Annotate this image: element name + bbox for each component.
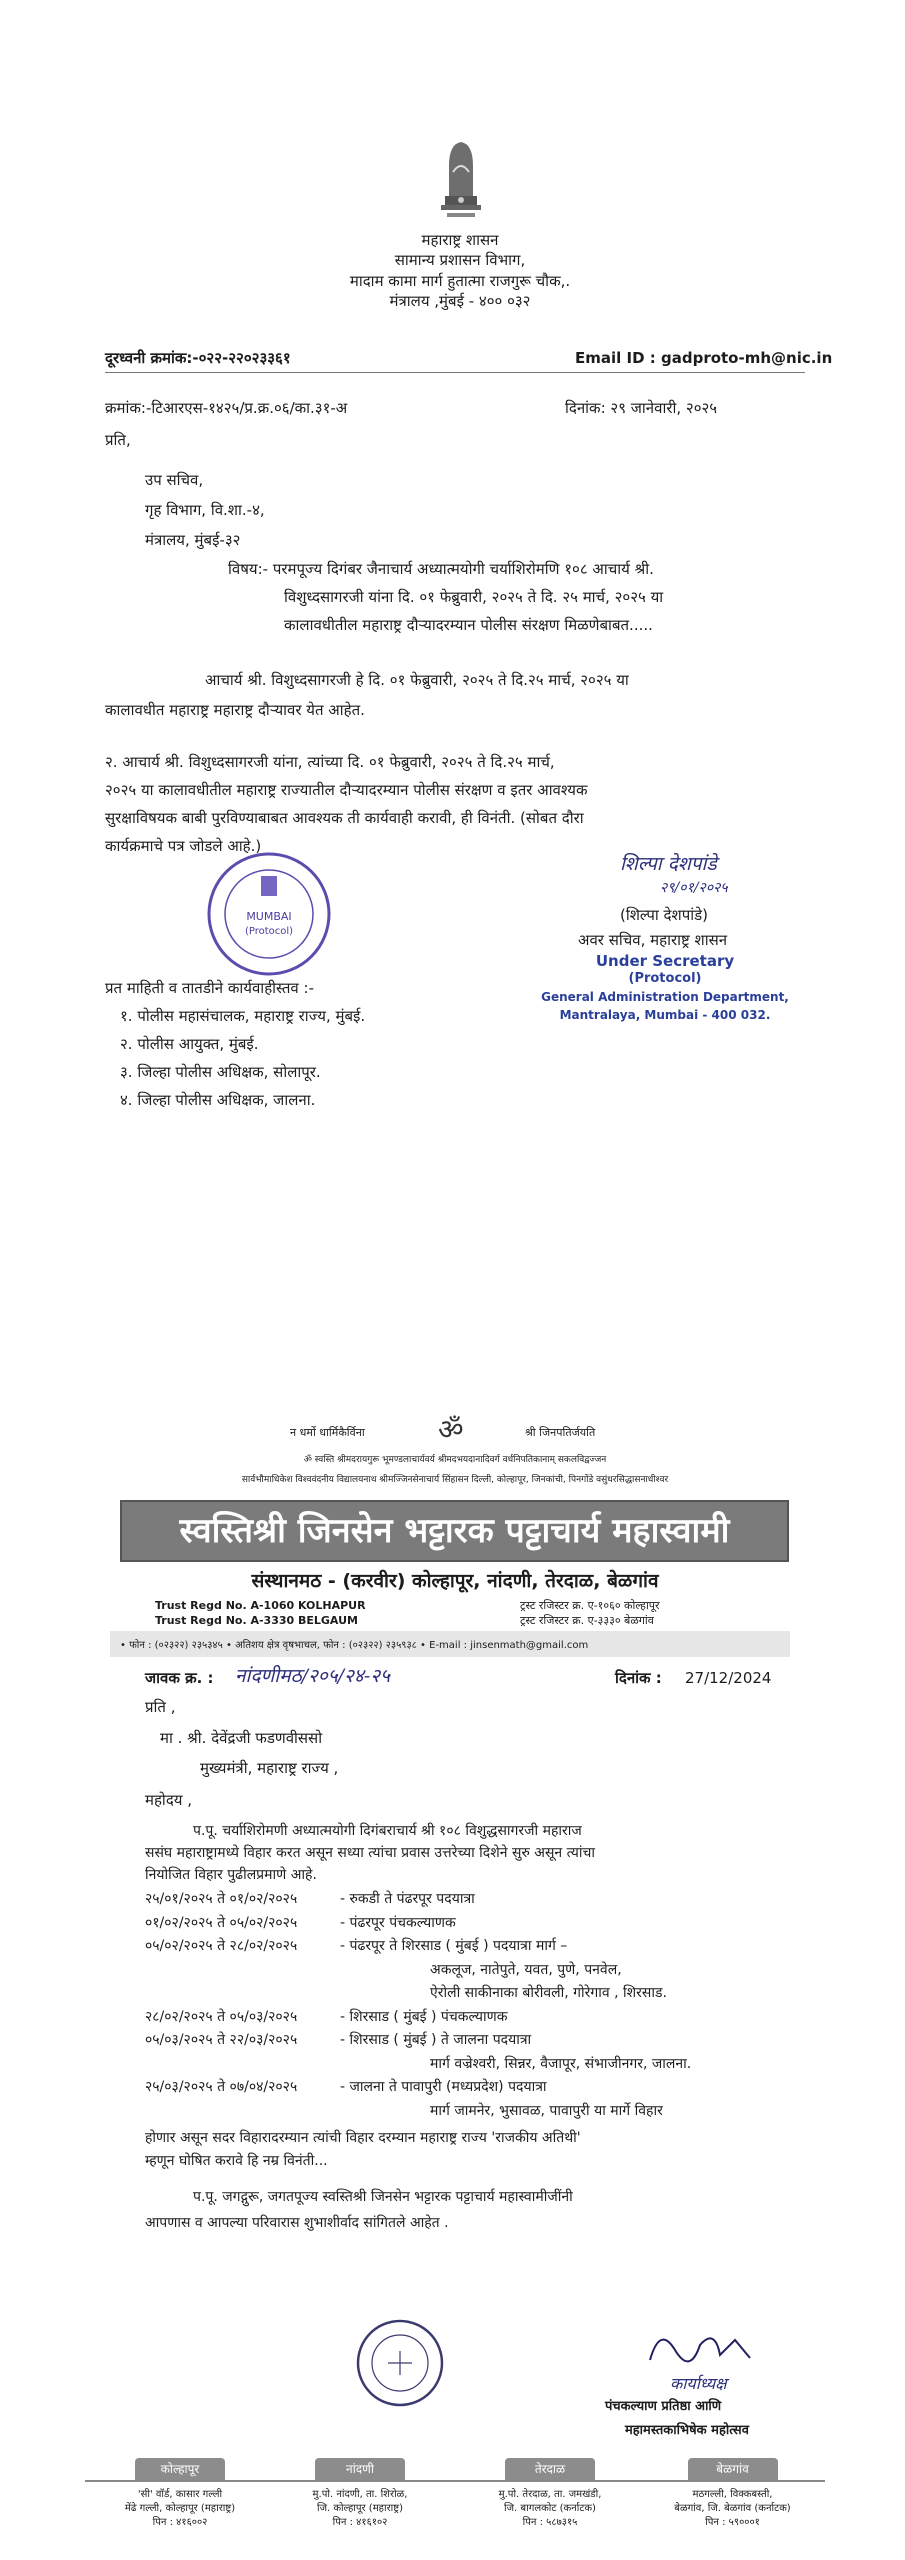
copy-list	[120, 1002, 365, 1114]
itinerary	[145, 1888, 691, 2123]
subject-line: कालावधीतील महाराष्ट्र दौऱ्यादरम्यान पोलीस संरक्षण मिळणेबाबत.....	[284, 616, 653, 634]
sansthan-line: संस्थानमठ - (करवीर) कोल्हापूर, नांदणी, तेरदाळ, बेळगांव	[251, 1570, 659, 1592]
recipient-title: मुख्यमंत्री, महाराष्ट्र राज्य ,	[200, 1759, 339, 1777]
recipient-line: मंत्रालय, मुंबई-३२	[145, 531, 241, 549]
officer-stamp	[520, 952, 810, 1024]
trust-line: Trust Regd No. A-3330 BELGAUM	[155, 1614, 358, 1627]
paragraph-line: कालावधीत महाराष्ट्र महाराष्ट्र दौऱ्यावर येत आहेत.	[105, 701, 365, 719]
copy-heading: प्रत माहिती व तातडीने कार्यवाहीस्तव :-	[105, 979, 314, 997]
branch-address-line: मु.पो. नांदणी, ता. शिरोळ,	[312, 2489, 408, 2500]
dinank-label: दिनांक :	[615, 1669, 662, 1687]
handwritten-signature	[640, 2320, 760, 2380]
itinerary-desc: अकलूज, नातेपुते, यवत, पुणे, पनवेल,	[430, 1961, 622, 1978]
itinerary-row	[145, 1982, 691, 2006]
ashoka-emblem-icon	[431, 136, 491, 222]
footer-branch-nandani	[270, 2458, 450, 2530]
subheading-2: सार्वभौमाधिकेश विश्ववंदनीय विद्यालयनाथ श्रीमज्जिनसेनाचार्य सिंहासन दिल्ली, कोल्हापूर, जिनकांची, पिनगोंडे वसुंधरसिद्धासनाधीश्वर	[241, 1475, 669, 1485]
blessing-block	[145, 2184, 573, 2236]
branch-address-line: जि. बागलकोट (कर्नाटक)	[504, 2503, 596, 2514]
itinerary-row	[145, 1912, 691, 1936]
itinerary-desc: - पंढरपूर पंचकल्याणक	[340, 1914, 456, 1931]
footer-branch-kolhapur	[90, 2458, 270, 2530]
paragraph-line: २. आचार्य श्री. विशुध्दसागरजी यांना, त्यांच्या दि. ०१ फेब्रुवारी, २०२५ ते दि.२५ मार्च,	[105, 753, 555, 771]
copy-list-item: ४. जिल्हा पोलीस अधिक्षक, जालना.	[120, 1091, 316, 1109]
itinerary-desc: - जालना ते पावापुरी (मध्यप्रदेश) पदयात्रा	[340, 2079, 547, 2095]
paragraph-2	[105, 748, 587, 860]
prati-label: प्रति ,	[145, 1698, 176, 1716]
header-line: महाराष्ट्र शासन	[421, 231, 499, 249]
trust-line: Trust Regd No. A-1060 KOLHAPUR	[155, 1599, 366, 1612]
itinerary-row	[145, 2100, 691, 2124]
motto-right: श्री जिनपतिर्जयति	[525, 1426, 596, 1439]
institution-banner: स्वस्तिश्री जिनसेन भट्टारक पट्टाचार्य महास्वामी	[120, 1500, 789, 1562]
branch-address-line: बेळगांव, जि. बेळगांव (कर्नाटक)	[674, 2503, 791, 2514]
itinerary-dates	[145, 1959, 430, 1983]
branch-tab: कोल्हापूर	[135, 2458, 225, 2480]
itinerary-row	[145, 2053, 691, 2077]
subject-block	[228, 555, 663, 639]
stamp-line: Under Secretary	[595, 952, 735, 970]
branch-address-line: मु.पो. तेरदाळ, ता. जमखंडी,	[498, 2489, 602, 2500]
itinerary-dates: ०५/०२/२०२५ ते २८/०२/२०२५	[145, 1938, 298, 1954]
header-line: मादाम कामा मार्ग हुतात्मा राजगुरू चौक,.	[349, 271, 571, 290]
recipient-line: गृह विभाग, वि.शा.-४,	[145, 501, 265, 519]
paragraph-line: कार्यक्रमाचे पत्र जोडले आहे.)	[105, 837, 262, 855]
stamp-line: General Administration Department,	[541, 990, 789, 1004]
dept-header	[300, 230, 620, 311]
branch-tab: बेळगांव	[688, 2458, 778, 2480]
email-id: Email ID : gadproto-mh@nic.in	[575, 349, 833, 367]
itinerary-desc: - रुकडी ते पंढरपूर पदयात्रा	[340, 1891, 475, 1907]
itinerary-desc: - शिरसाड ( मुंबई ) ते जालना पदयात्रा	[340, 2032, 532, 2048]
itinerary-dates: २५/०१/२०२५ ते ०१/०२/२०२५	[145, 1891, 298, 1907]
subheading-1: ॐ स्वस्ति श्रीमदरायगुरू भूमण्डलाचार्यवर्य श्रीमदभयदानादिवर्ग वर्धनिपतिकानाम् सकलविद्वज्जन	[303, 1455, 607, 1465]
math-round-seal	[355, 2318, 445, 2408]
header-line: सामान्य प्रशासन विभाग,	[394, 251, 526, 270]
paragraph-line: २०२५ या कालावधीतील महाराष्ट्र राज्यातील दौऱ्यादरम्यान पोलीस संरक्षण व इतर आवश्यक	[105, 781, 588, 799]
handwritten-signature: शिल्पा देशपांडे	[620, 853, 717, 875]
itinerary-desc: - पंढरपूर ते शिरसाड ( मुंबई ) पदयात्रा मार्ग –	[340, 1938, 568, 1954]
seal-text: (Protocol)	[244, 926, 294, 937]
itinerary-row	[145, 1888, 691, 1912]
branch-address-line: पिन : ४१६००२	[152, 2517, 208, 2528]
recipient-name: मा . श्री. देवेंद्रजी फडणवीससो	[160, 1729, 323, 1747]
itinerary-row	[145, 2006, 691, 2030]
closing-block	[145, 2127, 581, 2173]
prati-label: प्रति,	[105, 431, 131, 449]
signature-date: २९/०१/२०२५	[660, 880, 728, 896]
javak-number: नांदणीमठ/२०५/२४-२५	[235, 1665, 390, 1687]
subject-line: विशुध्दसागरजी यांना दि. ०१ फेब्रुवारी, २०२५ ते दि. २५ मार्च, २०२५ या	[284, 588, 664, 606]
itinerary-row	[145, 2076, 691, 2100]
branch-tab: तेरदाळ	[505, 2458, 595, 2480]
signer-title: अवर सचिव, महाराष्ट्र शासन	[578, 931, 728, 949]
motto-left: न धर्मो धार्मिकैर्विना	[290, 1426, 365, 1439]
recipient-line: उप सचिव,	[145, 471, 204, 489]
dinank-value: 27/12/2024	[685, 1669, 772, 1687]
itinerary-row	[145, 1935, 691, 1959]
itinerary-desc: - शिरसाड ( मुंबई ) पंचकल्याणक	[340, 2008, 508, 2025]
stamp-line: (Protocol)	[628, 971, 702, 986]
signer-designation: कार्याध्यक्ष	[670, 2374, 727, 2393]
trust-line: ट्रस्ट रजिस्टर क्र. ए-३३३० बेळगांव	[520, 1614, 654, 1627]
closing-line: होणार असून सदर विहारादरम्यान त्यांची विहार दरम्यान महाराष्ट्र राज्य 'राजकीय अतिथी'	[145, 2130, 581, 2146]
paragraph-line: आचार्य श्री. विशुध्दसागरजी हे दि. ०१ फेब्रुवारी, २०२५ ते दि.२५ मार्च, २०२५ या	[205, 671, 629, 689]
signer-name: (शिल्पा देशपांडे)	[620, 906, 708, 924]
trust-registration-mr	[520, 1598, 660, 1628]
divider	[105, 372, 805, 373]
body-line: प.पू. चर्याशिरोमणी अध्यात्मयोगी दिगंबराचार्य श्री १०८ विशुद्धसागरजी महाराज	[193, 1823, 582, 1839]
itinerary-desc: ऐरोली साकीनाका बोरीवली, गोरेगाव , शिरसाड.	[430, 1985, 667, 2001]
body-line: नियोजित विहार पुढीलप्रमाणे आहे.	[145, 1867, 317, 1883]
stamp-line: Mantralaya, Mumbai - 400 032.	[559, 1008, 771, 1022]
itinerary-dates: ०५/०३/२०२५ ते २२/०३/२०२५	[145, 2032, 298, 2048]
body-line: ससंघ महाराष्ट्रामध्ये विहार करत असून सध्या त्यांचा प्रवास उत्तरेच्या दिशेने सुरु असून त्यांचा	[145, 1845, 595, 1861]
footer-branch-belgaum	[640, 2458, 825, 2530]
itinerary-row	[145, 1959, 691, 1983]
itinerary-dates	[145, 2100, 430, 2124]
contact-bar	[110, 1631, 790, 1657]
salutation: महोदय ,	[145, 1791, 193, 1809]
itinerary-dates: ०१/०२/२०२५ ते ०५/०२/२०२५	[145, 1914, 298, 1931]
copy-list-item: ३. जिल्हा पोलीस अधिक्षक, सोलापूर.	[120, 1063, 321, 1081]
paragraph-line: सुरक्षाविषयक बाबी पुरविण्याबाबत आवश्यक ती कार्यवाही करावी, ही विनंती. (सोबत दौरा	[105, 809, 584, 827]
subject-line: विषय:- परमपूज्य दिगंबर जैनाचार्य अध्यात्मयोगी चर्याशिरोमणि १०८ आचार्य श्री.	[228, 560, 654, 578]
itinerary-desc: मार्ग जामनेर, भुसावळ, पावापुरी या मार्गे विहार	[430, 2102, 663, 2119]
branch-address-line: पिन : ४१६१०२	[332, 2517, 388, 2528]
recipient-block	[145, 465, 265, 555]
itinerary-dates	[145, 1982, 430, 2006]
gad-protocol-seal	[205, 850, 333, 978]
branch-tab: नांदणी	[315, 2458, 405, 2480]
itinerary-dates: २८/०२/२०२५ ते ०५/०३/२०२५	[145, 2008, 298, 2025]
header-line: मंत्रालय ,मुंबई - ४०० ०३२	[389, 291, 531, 310]
blessing-line: प.पू. जगद्गुरू, जगतपूज्य स्वस्तिश्री जिनसेन भट्टारक पट्टाचार्य महास्वामीजींनी	[193, 2189, 573, 2205]
blessing-line: आपणास व आपल्या परिवारास शुभाशीर्वाद सांगितले आहेत .	[145, 2215, 449, 2231]
phone-number: दूरध्वनी क्रमांक:-०२२-२२०२३३६१	[105, 349, 291, 367]
itinerary-dates: २५/०३/२०२५ ते ०७/०४/२०२५	[145, 2079, 298, 2095]
itinerary-row	[145, 2029, 691, 2053]
trust-registration-en	[155, 1598, 366, 1628]
trust-line: ट्रस्ट रजिस्टर क्र. ए-१०६० कोल्हापूर	[520, 1599, 660, 1612]
signer-org-line: पंचकल्याण प्रतिष्ठा आणि	[605, 2399, 722, 2414]
branch-address-line: पिन : ५९०००१	[705, 2517, 760, 2528]
contact-text: • फोन : (०२३२२) २३५३४५ • अतिशय क्षेत्र वृषभाचल, फोन : (०२३२२) २३५९३८ • E-mail : jinsenmath@gmail.com	[120, 1640, 589, 1651]
letter-date: दिनांक: २९ जानेवारी, २०२५	[565, 399, 718, 417]
footer-branch-terdal	[460, 2458, 640, 2530]
itinerary-dates	[145, 2053, 430, 2077]
body-intro	[145, 1820, 595, 1886]
copy-list-item: २. पोलीस आयुक्त, मुंबई.	[120, 1035, 259, 1053]
copy-list-item: १. पोलीस महासंचालक, महाराष्ट्र राज्य, मुंबई.	[120, 1007, 366, 1025]
branch-address-line: 'सी' वॉर्ड, कासार गल्ली	[137, 2489, 223, 2500]
itinerary-desc: मार्ग वज्रेश्वरी, सिन्नर, वैजापूर, संभाजीनगर, जालना.	[430, 2055, 692, 2072]
reference-number: क्रमांक:-टिआरएस-१४२५/प्र.क्र.०६/का.३१-अ	[105, 399, 348, 417]
closing-line: म्हणून घोषित करावे हि नम्र विनंती...	[145, 2153, 328, 2169]
branch-address-line: मठगल्ली, विक्कबस्ती,	[692, 2489, 773, 2500]
branch-address-line: पिन : ५८७३१५	[522, 2517, 578, 2528]
signer-org-line: महामस्तकाभिषेक महोत्सव	[625, 2423, 749, 2438]
seal-text: MUMBAI	[246, 910, 292, 923]
om-icon: ॐ	[438, 1413, 464, 1446]
javak-label: जावक क्र. :	[145, 1669, 214, 1687]
paragraph-1	[105, 665, 629, 725]
branch-address-line: जि. कोल्हापूर (महाराष्ट्र)	[317, 2503, 403, 2514]
branch-address-line: मेंढे गल्ली, कोल्हापूर (महाराष्ट्र)	[124, 2503, 236, 2514]
